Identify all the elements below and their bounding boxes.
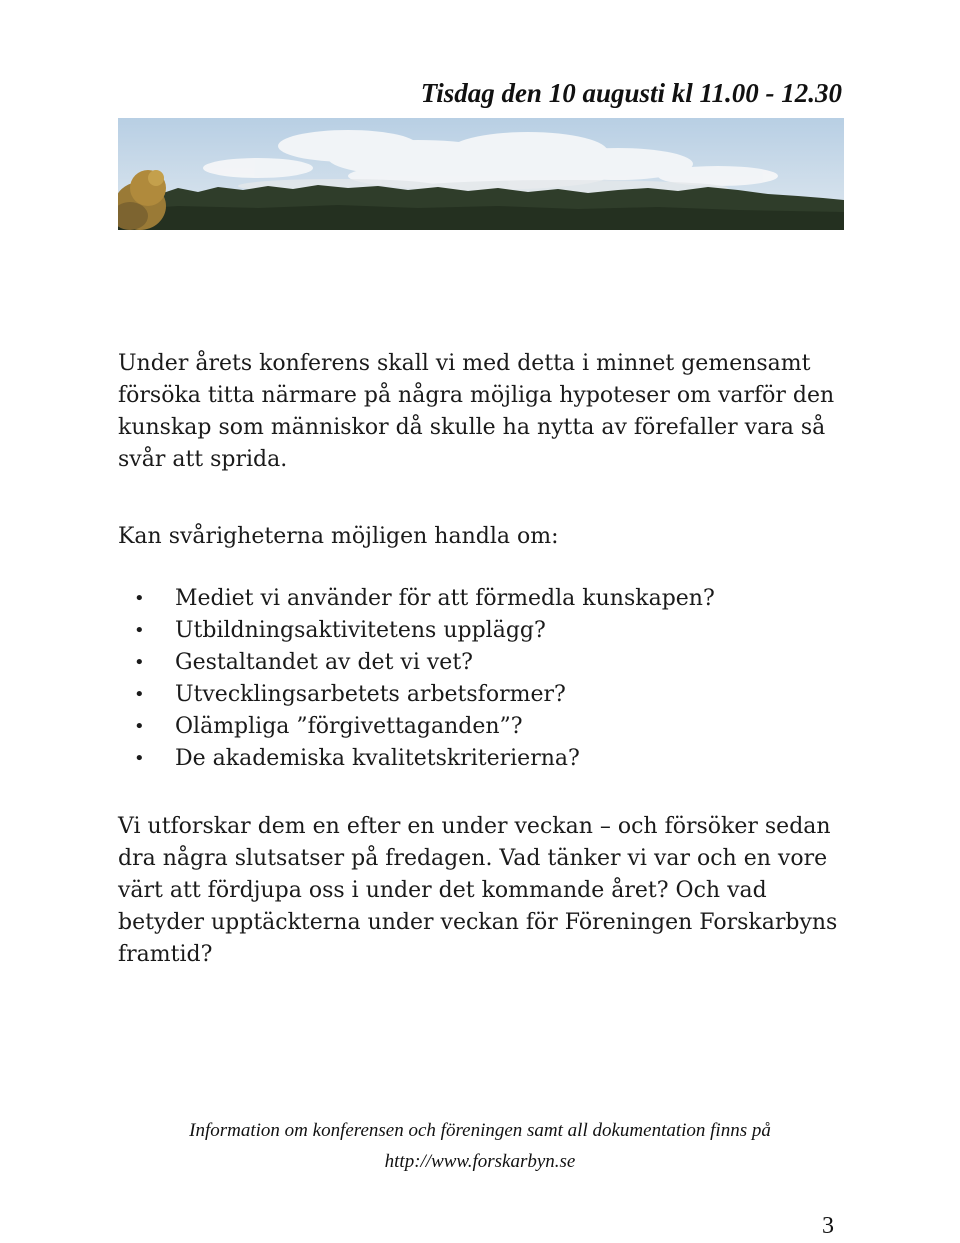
list-item: • Utbildningsaktivitetens upplägg? (118, 615, 715, 647)
bullet-icon: • (134, 588, 145, 609)
hypotheses-list (118, 583, 715, 775)
header-date: Tisdag den 10 augusti kl 11.00 - 12.30 (420, 78, 842, 108)
list-item: • Mediet vi använder för att förmedla kunskapen? (118, 583, 715, 615)
bullet-icon: • (134, 620, 145, 641)
intro-paragraph: Under årets konferens skall vi med detta i minnet gemensamt försöka titta närmare på några möjliga hypoteser om varför den kunskap som människor då skulle ha nytta av förefaller vara så svår att sprida. (118, 351, 835, 472)
footer-url-link[interactable]: http://www.forskarbyn.se (384, 1151, 576, 1172)
landscape-banner-image (118, 118, 844, 230)
list-item: • Gestaltandet av det vi vet? (118, 647, 715, 679)
list-item: • Olämpliga ”förgivettaganden”? (118, 711, 715, 743)
page-number: 3 (822, 1213, 834, 1239)
closing-paragraph: Vi utforskar dem en efter en under veckan – och försöker sedan dra några slutsatser på fredagen. Vad tänker vi var och en vore värt att fördjupa oss i under det kommande året? Och vad betyder upptäckterna under veckan för Föreningen Forskarbyns framtid? (118, 814, 838, 967)
list-item: • De akademiska kvalitetskriterierna? (118, 743, 715, 775)
bullet-icon: • (134, 684, 145, 705)
question-line: Kan svårigheterna möjligen handla om: (118, 524, 559, 549)
landscape-photo (118, 118, 844, 230)
footer-info-text: Information om konferensen och föreningen samt all dokumentation finns på (189, 1120, 771, 1141)
bullet-icon: • (134, 748, 145, 769)
bullet-icon: • (134, 652, 145, 673)
bullet-icon: • (134, 716, 145, 737)
list-item: • Utvecklingsarbetets arbetsformer? (118, 679, 715, 711)
